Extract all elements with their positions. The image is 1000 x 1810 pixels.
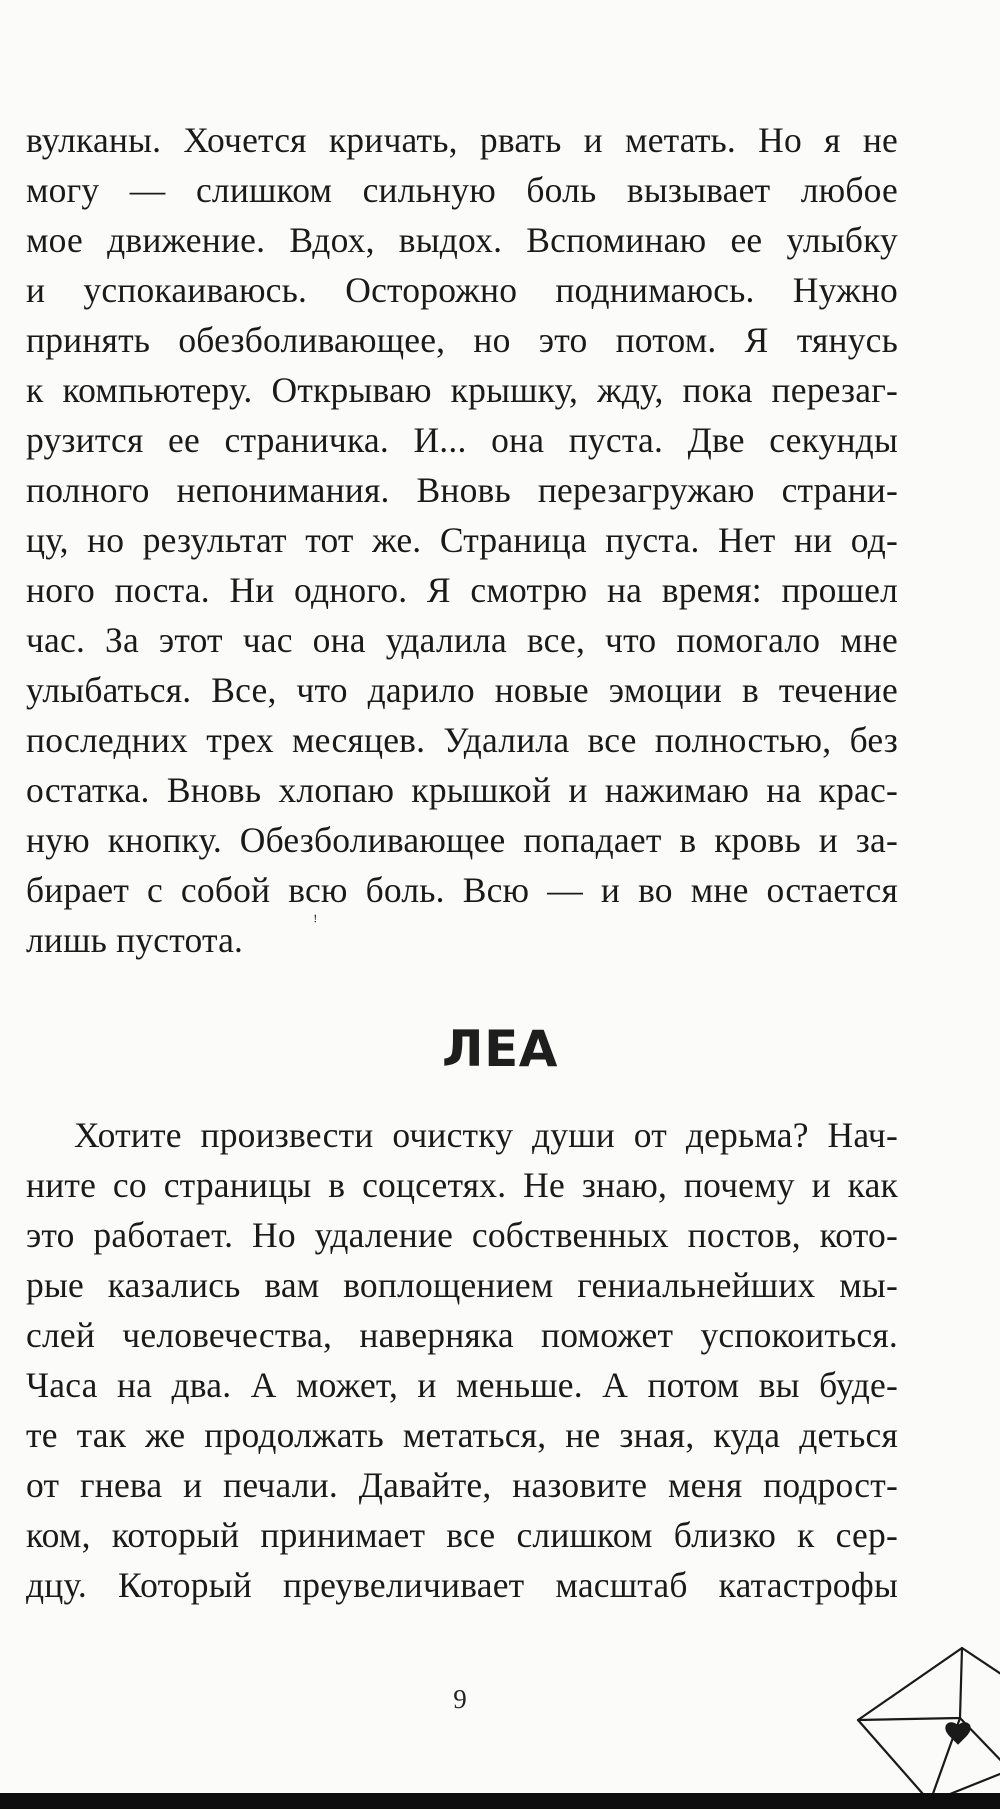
text-line: дцу. Который преувеличивает масштаб катастрофы <box>26 1565 898 1605</box>
text-line: мое движение. Вдох, выдох. Вспоминаю ее улыбку <box>26 220 898 260</box>
text-line: ную кнопку. Обезболивающее попадает в кровь и за- <box>26 820 898 860</box>
stray-ink-mark: ꜝ <box>313 912 318 933</box>
text-line: рузится ее страничка. И... она пуста. Две секунды <box>26 420 898 460</box>
text-line: бирает с собой всю боль. Всю — и во мне остается <box>26 870 898 910</box>
text-line: остатка. Вновь хлопаю крышкой и нажимаю на крас- <box>26 770 898 810</box>
text-line: Хотите произвести очистку души от дерьма? Нач- <box>74 1115 898 1155</box>
bottom-edge-bar <box>0 1793 1000 1809</box>
text-line: от гнева и печали. Давайте, назовите меня подрост- <box>26 1465 898 1505</box>
text-line: ком, который принимает все слишком близко к сер- <box>26 1515 898 1555</box>
envelope-heart-icon <box>850 1640 1000 1810</box>
text-line: цу, но результат тот же. Страница пуста. Нет ни од- <box>26 520 898 560</box>
text-line: ного поста. Ни одного. Я смотрю на время: прошел <box>26 570 898 610</box>
text-line: улыбаться. Все, что дарило новые эмоции в течение <box>26 670 898 710</box>
text-line: последних трех месяцев. Удалила все полностью, без <box>26 720 898 760</box>
text-line: лишь пустота. <box>26 920 244 960</box>
text-line: Часа на два. А может, и меньше. А потом вы буде- <box>26 1365 898 1405</box>
text-line: час. За этот час она удалила все, что помогало мне <box>26 620 898 660</box>
paragraph-1 <box>26 115 898 965</box>
section-heading: ЛЕА <box>442 1020 558 1078</box>
page-number: 9 <box>453 1684 467 1714</box>
text-line: вулканы. Хочется кричать, рвать и метать. Но я не <box>26 120 898 160</box>
paragraph-2 <box>26 1110 898 1610</box>
text-line: могу — слишком сильную боль вызывает любое <box>26 170 898 210</box>
text-line: принять обезболивающее, но это потом. Я тянусь <box>26 320 898 360</box>
text-line: ните со страницы в соцсетях. Не знаю, почему и как <box>26 1165 898 1205</box>
text-line: полного непонимания. Вновь перезагружаю страни- <box>26 470 898 510</box>
text-line: рые казались вам воплощением гениальнейших мы- <box>26 1265 898 1305</box>
text-line: слей человечества, наверняка поможет успокоиться. <box>26 1315 898 1355</box>
text-line: это работает. Но удаление собственных постов, кото- <box>26 1215 898 1255</box>
text-line: к компьютеру. Открываю крышку, жду, пока перезаг- <box>26 370 898 410</box>
text-line: те так же продолжать метаться, не зная, куда деться <box>26 1415 898 1455</box>
text-line: и успокаиваюсь. Осторожно поднимаюсь. Нужно <box>26 270 898 310</box>
